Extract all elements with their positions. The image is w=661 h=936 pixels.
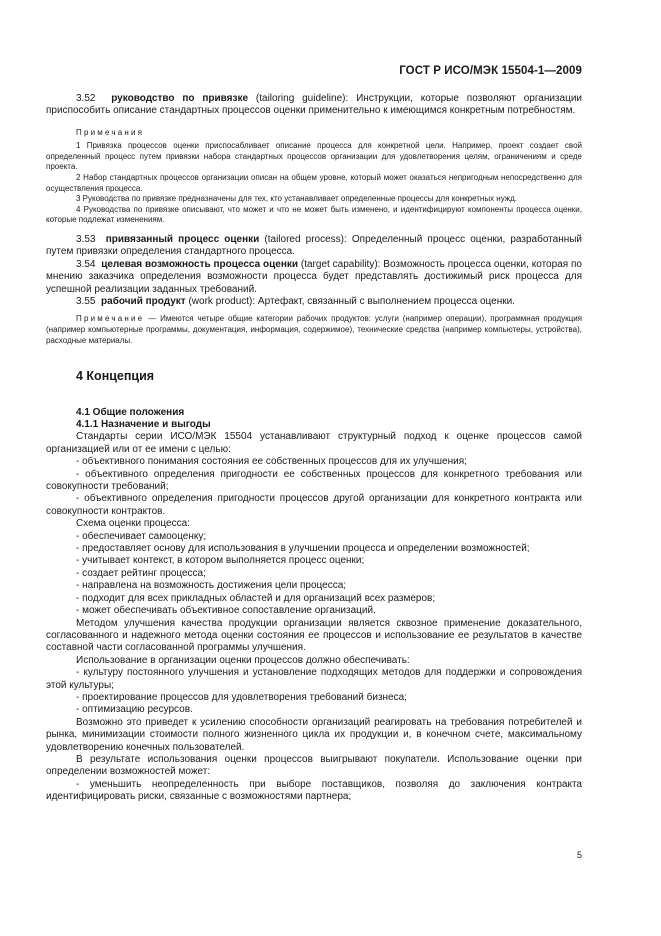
document-header: ГОСТ Р ИСО/МЭК 15504-1—2009 xyxy=(399,65,582,77)
term-number: 3.54 xyxy=(76,258,96,270)
list-item: - уменьшить неопределенность при выборе поставщиков, позволяя до заключения контракта идентифицировать риски, связанные с возможностями партнера; xyxy=(46,778,582,803)
list-item: - учитывает контекст, в котором выполняется процесс оценки; xyxy=(76,555,365,567)
list-item: - объективного определения пригодности процессов другой организации для конкретного контракта или совокупности контрактов. xyxy=(46,493,582,517)
term-title: руководство по привязке xyxy=(111,93,249,104)
list-item: - подходит для всех прикладных областей и для организаций всех размеров; xyxy=(76,592,436,604)
notes-heading: Примечания xyxy=(76,127,145,137)
list-item: - обеспечивает самооценку; xyxy=(76,530,207,542)
term-definition: (target capability): Возможность процесса оценки, которая по мнению заказчика определения возможности процесса будет представлять достижимый риск процесса для успешной реализации заданных требований. xyxy=(46,258,582,295)
term-definition: (tailored process): Определенный процесс оценки, разработанный путем привязки определения стандартного процесса. xyxy=(46,233,583,258)
list-item: - объективного понимания состояния ее собственных процессов для их улучшения; xyxy=(76,456,467,468)
list-item: - создает рейтинг процесса; xyxy=(76,567,206,579)
term-title: целевая возможность процесса оценки xyxy=(101,258,299,270)
list-item: - объективного определения пригодности ее собственных процессов для конкретного требования или совокупности требований; xyxy=(46,468,582,493)
body-paragraph: В результате использования оценки процессов выигрывают покупатели. Использование оценки при определении возможностей может: xyxy=(46,753,582,778)
term-3-54 xyxy=(46,259,582,296)
term-title: рабочий продукт xyxy=(101,296,186,307)
term-number: 3.53 xyxy=(76,233,96,245)
body-paragraph: Схема оценки процесса: xyxy=(76,518,190,530)
body-paragraph: Возможно это приведет к усилению способности организаций реагировать на требования потребителей и рынка, минимизации стоимости полного жизненного цикла их продукции и, в конечном счете, максимальному удовлетворению конечных пользователей. xyxy=(46,716,582,753)
note-4: 4 Руководства по привязке описывают, что может и что не может быть изменено, и идентифицируют компоненты процесса оценки, которые подлежат изменениям. xyxy=(46,204,582,225)
term-title: привязанный процесс оценки xyxy=(105,233,260,245)
body-paragraph: Методом улучшения качества продукции организации является сквозное применение доказательного, согласованного и надежного метода оценки состояния ее процессов и использование ее результатов в качестве составной части согласованной программы улучшения. xyxy=(46,617,582,654)
list-item: - проектирование процессов для удовлетворения требований бизнеса; xyxy=(76,691,407,703)
note-label: Примечание xyxy=(76,314,145,324)
page-number: 5 xyxy=(576,850,582,860)
list-item: - предоставляет основу для использования в улучшении процесса и определении возможностей; xyxy=(76,543,530,555)
term-3-55 xyxy=(46,296,582,308)
body-paragraph: Стандарты серии ИСО/МЭК 15504 устанавливают структурный подход к оценке процессов самой организацией или от ее имени с целью: xyxy=(46,431,582,455)
list-item: - может обеспечивать объективное сопоставление организаций. xyxy=(76,605,376,617)
term-definition: (work product): Артефакт, связанный с выполнением процесса оценки. xyxy=(185,296,515,307)
page-content xyxy=(46,93,582,804)
subsection-4-1: 4.1 Общие положения xyxy=(76,406,185,418)
subsection-4-1-1: 4.1.1 Назначение и выгоды xyxy=(76,419,211,430)
note-3: 3 Руководства по привязке предназначены для тех, кто устанавливает определенные процессы для конкретных нужд. xyxy=(76,194,518,204)
body-paragraph: Использование в организации оценки процессов должно обеспечивать: xyxy=(76,654,410,666)
note-2: 2 Набор стандартных процессов организации описан на общем уровне, который может оказаться непригодным непосредственно для осуществления процесса. xyxy=(46,173,582,193)
term-3-52 xyxy=(46,93,582,118)
list-item: - направлена на возможность достижения цели процесса; xyxy=(76,580,347,592)
section-4-title: 4 Концепция xyxy=(76,369,155,384)
list-item: - культуру постоянного улучшения и установление подходящих методов для поддержки и сопровождения этой культуры; xyxy=(46,667,582,691)
term-3-53 xyxy=(46,234,582,259)
note-text: — Имеются четыре общие категории рабочих продуктов: услуги (например операции), программная продукция (например компьютерные программы, документация, информация, содержимое), технические средства (например компьютеры, устройства), расходные материалы. xyxy=(46,314,582,345)
list-item: - оптимизацию ресурсов. xyxy=(76,704,193,716)
term-definition: (tailoring guideline): Инструкции, которые позволяют организации приспособить описание стандартных процессов оценки применительно к имеющимся конкретным потребностям. xyxy=(46,93,582,117)
note-3-55 xyxy=(46,314,582,346)
note-1: 1 Привязка процессов оценки приспосабливает описание процесса для конкретной цели. Например, проект создает свой определенный процесс путем привязки набора стандартных процессов организации для удовлетворения целям, ограничениям и среде проекта. xyxy=(46,141,582,172)
term-number: 3.52 xyxy=(76,93,96,104)
term-number: 3.55 xyxy=(76,296,96,307)
